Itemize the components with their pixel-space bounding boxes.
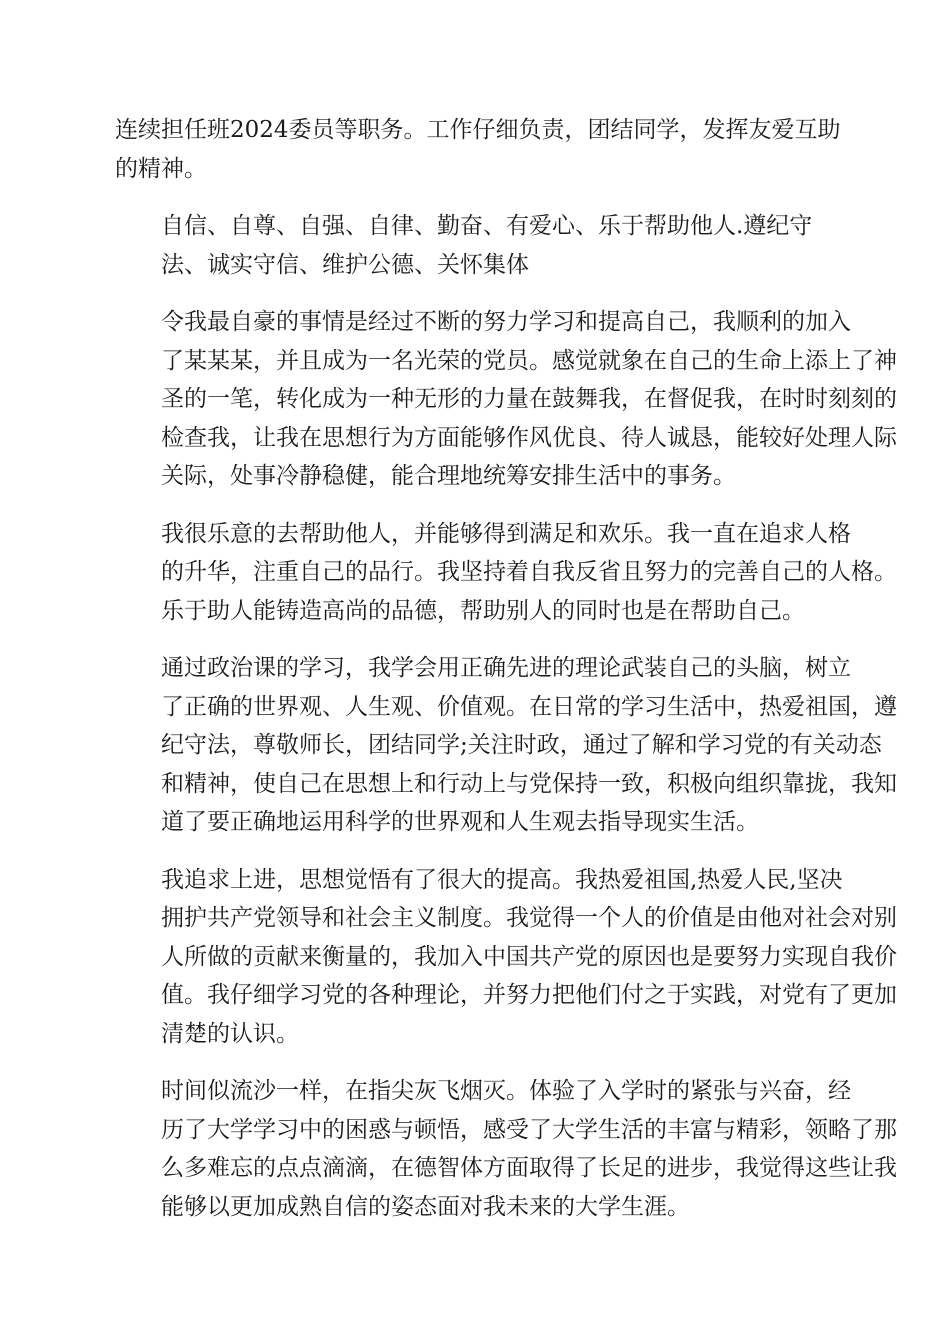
text-line: 通过政治课的学习，我学会用正确先进的理论武装自己的头脑，树立 [161, 655, 851, 681]
text-line: 历了大学学习中的困惑与顿悟，感受了大学生活的丰富与精彩，领略了那 [161, 1116, 897, 1143]
paragraph-class-duties [115, 111, 840, 188]
text-line: 纪守法，尊敬师长，团结同学;关注时政，通过了解和学习党的有关动态 [161, 732, 882, 758]
paragraph-conclusion [115, 1072, 897, 1226]
text-line: 道了要正确地运用科学的世界观和人生观去指导现实生活。 [161, 809, 759, 835]
text-line: 和精神，使自己在思想上和行动上与党保持一致，积极向组织靠拢，我知 [161, 770, 897, 797]
text-line: 了正确的世界观、人生观、价值观。在日常的学习生活中，热爱祖国，遵 [161, 693, 897, 720]
text-line: 我追求上进，思想觉悟有了很大的提高。我热爱祖国,热爱人民,坚决 [161, 866, 843, 893]
text-line: 我很乐意的去帮助他人，并能够得到满足和欢乐。我一直在追求人格 [161, 520, 851, 547]
text-line: 自信、自尊、自强、自律、勤奋、有爱心、乐于帮助他人.遵纪守 [161, 213, 813, 239]
text-line: 令我最自豪的事情是经过不断的努力学习和提高自己，我顺利的加入 [161, 309, 851, 335]
paragraph-politics-study [115, 649, 897, 842]
text-line: 人所做的贡献来衡量的，我加入中国共产党的原因也是要努力实现自我价 [161, 943, 897, 970]
paragraph-qualities [115, 207, 840, 284]
text-line: 时间似流沙一样，在指尖灰飞烟灭。体验了入学时的紧张与兴奋，经 [161, 1078, 851, 1104]
text-line: 能够以更加成熟自信的姿态面对我未来的大学生涯。 [161, 1193, 690, 1220]
text-line: 的升华，注重自己的品行。我坚持着自我反省且努力的完善自己的人格。 [161, 559, 897, 585]
text-line: 了某某某，并且成为一名光荣的党员。感觉就象在自己的生命上添上了神 [161, 347, 897, 374]
text-line: 清楚的认识。 [161, 1020, 299, 1047]
document-body [115, 111, 897, 1245]
text-line: 的精神。 [115, 155, 207, 182]
text-line: 检查我，让我在思想行为方面能够作风优良、待人诚恳，能较好处理人际 [161, 424, 897, 451]
text-line: 乐于助人能铸造高尚的品德，帮助别人的同时也是在帮助自己。 [161, 597, 805, 624]
text-line: 拥护共产党领导和社会主义制度。我觉得一个人的价值是由他对社会对别 [161, 905, 897, 931]
text-line: 值。我仔细学习党的各种理论，并努力把他们付之于实践，对党有了更加 [161, 982, 897, 1008]
text-line: 连续担任班2024委员等职务。工作仔细负责，团结同学，发挥友爱互助 [115, 117, 841, 143]
paragraph-helping-others [115, 515, 897, 631]
text-line: 圣的一笔，转化成为一种无形的力量在鼓舞我，在督促我，在时时刻刻的 [161, 386, 897, 412]
text-line: 法、诚实守信、维护公德、关怀集体 [161, 251, 529, 278]
paragraph-party-member [115, 303, 897, 496]
paragraph-ideological-progress [115, 861, 897, 1054]
text-line: 么多难忘的点点滴滴，在德智体方面取得了长足的进步，我觉得这些让我 [161, 1155, 897, 1181]
text-line: 关际，处事冷静稳健，能合理地统筹安排生活中的事务。 [161, 463, 736, 489]
